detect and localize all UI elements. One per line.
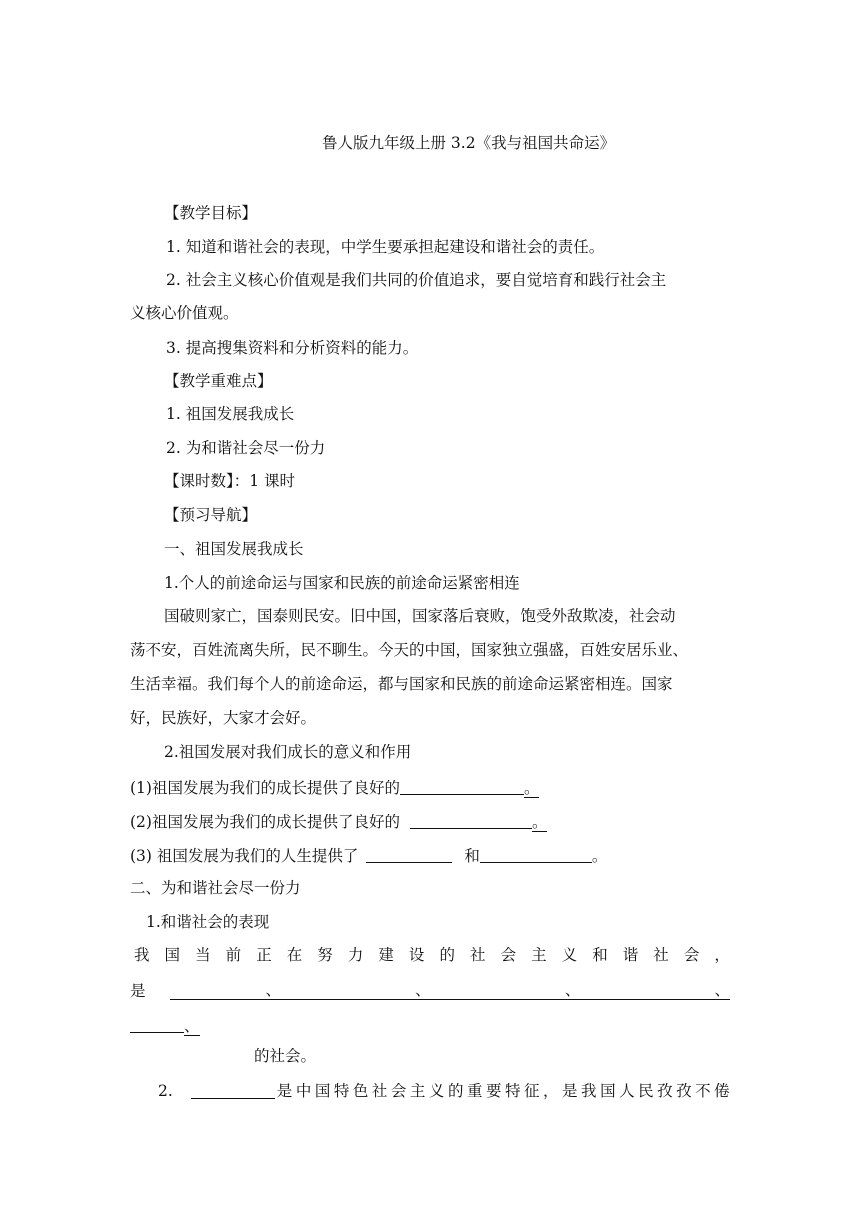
p2-char: 倦 — [714, 1081, 730, 1100]
fill-3-blank-b — [480, 847, 592, 863]
p2-char: ， — [543, 1081, 559, 1100]
harmony-sep: 、 — [714, 981, 730, 999]
point-1-heading: 1.个人的前途命运与国家和民族的前途命运紧密相连 — [164, 574, 520, 592]
p2-char: 民 — [638, 1081, 654, 1100]
fill-3-blank-a — [366, 847, 452, 863]
harmony-sentence — [134, 948, 730, 964]
section-2-heading: 二、为和谐社会尽一份力 — [130, 879, 301, 897]
harmony-sep: 、 — [184, 1017, 200, 1035]
harmony-char: 的 — [439, 946, 455, 964]
paragraph-line-2: 荡不安，百姓流离失所，民不聊生。今天的中国，国家独立强盛，百姓安居乐业、 — [130, 641, 689, 659]
harmony-blank-5 — [130, 1017, 184, 1033]
p2-number: 2. — [158, 1081, 173, 1100]
harmony-char: 力 — [347, 946, 364, 964]
harmony-char: 前 — [225, 946, 242, 964]
fill-line-1 — [130, 779, 539, 797]
fill-2-blank — [410, 813, 532, 829]
p2-char: 是 — [276, 1081, 293, 1100]
objective-2-line1: 2. 社会主义核心价值观是我们共同的价值追求，要自觉培育和践行社会主 — [166, 271, 667, 289]
harmony-blanks-row — [130, 983, 730, 1000]
harmony-char: 设 — [408, 946, 425, 964]
harmony-char: ， — [714, 946, 730, 964]
objectives-heading: 【教学目标】 — [164, 204, 258, 222]
fill-line-2 — [130, 813, 547, 831]
fill-1-blank — [400, 779, 524, 795]
harmony-sep: 、 — [415, 981, 431, 999]
p2-char: 的 — [447, 1081, 464, 1100]
harmony-char: 社 — [470, 946, 486, 964]
harmony-char: 努 — [317, 946, 333, 964]
fill-3-text: (3) 祖国发展为我们的人生提供了 — [130, 847, 359, 865]
harmony-char: 建 — [378, 946, 394, 964]
p2-char: 特 — [333, 1081, 350, 1100]
p2-char: 国 — [600, 1081, 616, 1100]
objective-3: 3. 提高搜集资料和分析资料的能力。 — [166, 339, 419, 357]
paragraph-line-1: 国破则家亡，国泰则民安。旧中国，国家落后衰败，饱受外敌欺凌，社会动 — [164, 607, 676, 625]
harmony-heading: 1.和谐社会的表现 — [146, 913, 270, 931]
harmony-blank-5-line — [130, 1017, 200, 1035]
harmony-char: 正 — [256, 946, 272, 964]
fill-2-text: (2)祖国发展为我们的成长提供了良好的 — [130, 813, 400, 831]
fill-3-and: 和 — [464, 847, 480, 865]
harmony-char: 会 — [683, 946, 700, 964]
harmony-blank-4 — [580, 984, 714, 1000]
p2-char: 义 — [428, 1081, 445, 1100]
p2-char: 孜 — [657, 1081, 673, 1100]
fill-1-text: (1)祖国发展为我们的成长提供了良好的 — [130, 779, 400, 797]
harmony-is: 是 — [130, 982, 146, 1000]
p2-char: 会 — [390, 1081, 407, 1100]
key-points-heading: 【教学重难点】 — [164, 372, 273, 390]
p2-char: 不 — [695, 1081, 711, 1100]
key-point-2: 2. 为和谐社会尽一份力 — [166, 439, 326, 457]
harmony-char: 义 — [561, 946, 578, 964]
p2-char: 孜 — [676, 1081, 692, 1100]
paragraph-line-3: 生活幸福。我们每个人的前途命运，都与国家和民族的前途命运紧密相连。国家 — [130, 675, 673, 693]
fill-2-end: 。 — [531, 813, 548, 831]
fill-1-end: 。 — [523, 779, 540, 797]
p2-char: 中 — [295, 1081, 312, 1100]
harmony-char: 当 — [195, 946, 211, 964]
paragraph-line-4: 好，民族好，大家才会好。 — [130, 709, 317, 727]
harmony-char: 会 — [500, 946, 517, 964]
harmony-char: 我 — [134, 946, 150, 964]
p2-char: 特 — [504, 1081, 521, 1100]
section-1-heading: 一、祖国发展我成长 — [164, 540, 304, 558]
harmony-blank-3 — [431, 984, 565, 1000]
p2-char: 重 — [466, 1081, 483, 1100]
harmony-char: 主 — [531, 946, 547, 964]
p2-char: 色 — [352, 1081, 369, 1100]
point-2-heading: 2.祖国发展对我们成长的意义和作用 — [164, 743, 412, 761]
harmony-char: 国 — [164, 946, 181, 964]
key-point-1: 1. 祖国发展我成长 — [166, 405, 295, 423]
objective-1: 1. 知道和谐社会的表现，中学生要承担起建设和谐社会的责任。 — [166, 238, 605, 256]
harmony-char: 和 — [592, 946, 608, 964]
p2-blank — [191, 1083, 275, 1099]
p2-char: 我 — [581, 1081, 597, 1100]
p2-char: 社 — [371, 1081, 388, 1100]
p2-char: 征 — [524, 1081, 540, 1100]
harmony-sep: 、 — [564, 981, 581, 999]
p2-char: 要 — [485, 1081, 502, 1100]
harmony-blank-1 — [170, 984, 266, 1000]
periods-line: 【课时数】：1 课时 — [164, 472, 296, 490]
page-title: 鲁人版九年级上册 3.2《我与祖国共命运》 — [322, 134, 616, 152]
point-2-line — [158, 1083, 730, 1099]
harmony-char: 在 — [286, 946, 303, 964]
fill-line-3 — [130, 847, 607, 865]
p2-text — [275, 1081, 730, 1100]
p2-char: 人 — [619, 1081, 635, 1100]
p2-char: 国 — [314, 1081, 331, 1100]
harmony-blank-2 — [281, 984, 415, 1000]
objective-2-line2: 义核心价值观。 — [130, 304, 239, 322]
harmony-char: 社 — [653, 946, 669, 964]
p2-char: 是 — [562, 1081, 578, 1100]
preview-heading: 【预习导航】 — [164, 506, 258, 524]
fill-3-end: 。 — [591, 847, 608, 865]
harmony-char: 谐 — [622, 946, 639, 964]
harmony-sep: 、 — [265, 981, 282, 999]
p2-char: 主 — [409, 1081, 426, 1100]
harmony-end: 的社会。 — [254, 1047, 317, 1065]
